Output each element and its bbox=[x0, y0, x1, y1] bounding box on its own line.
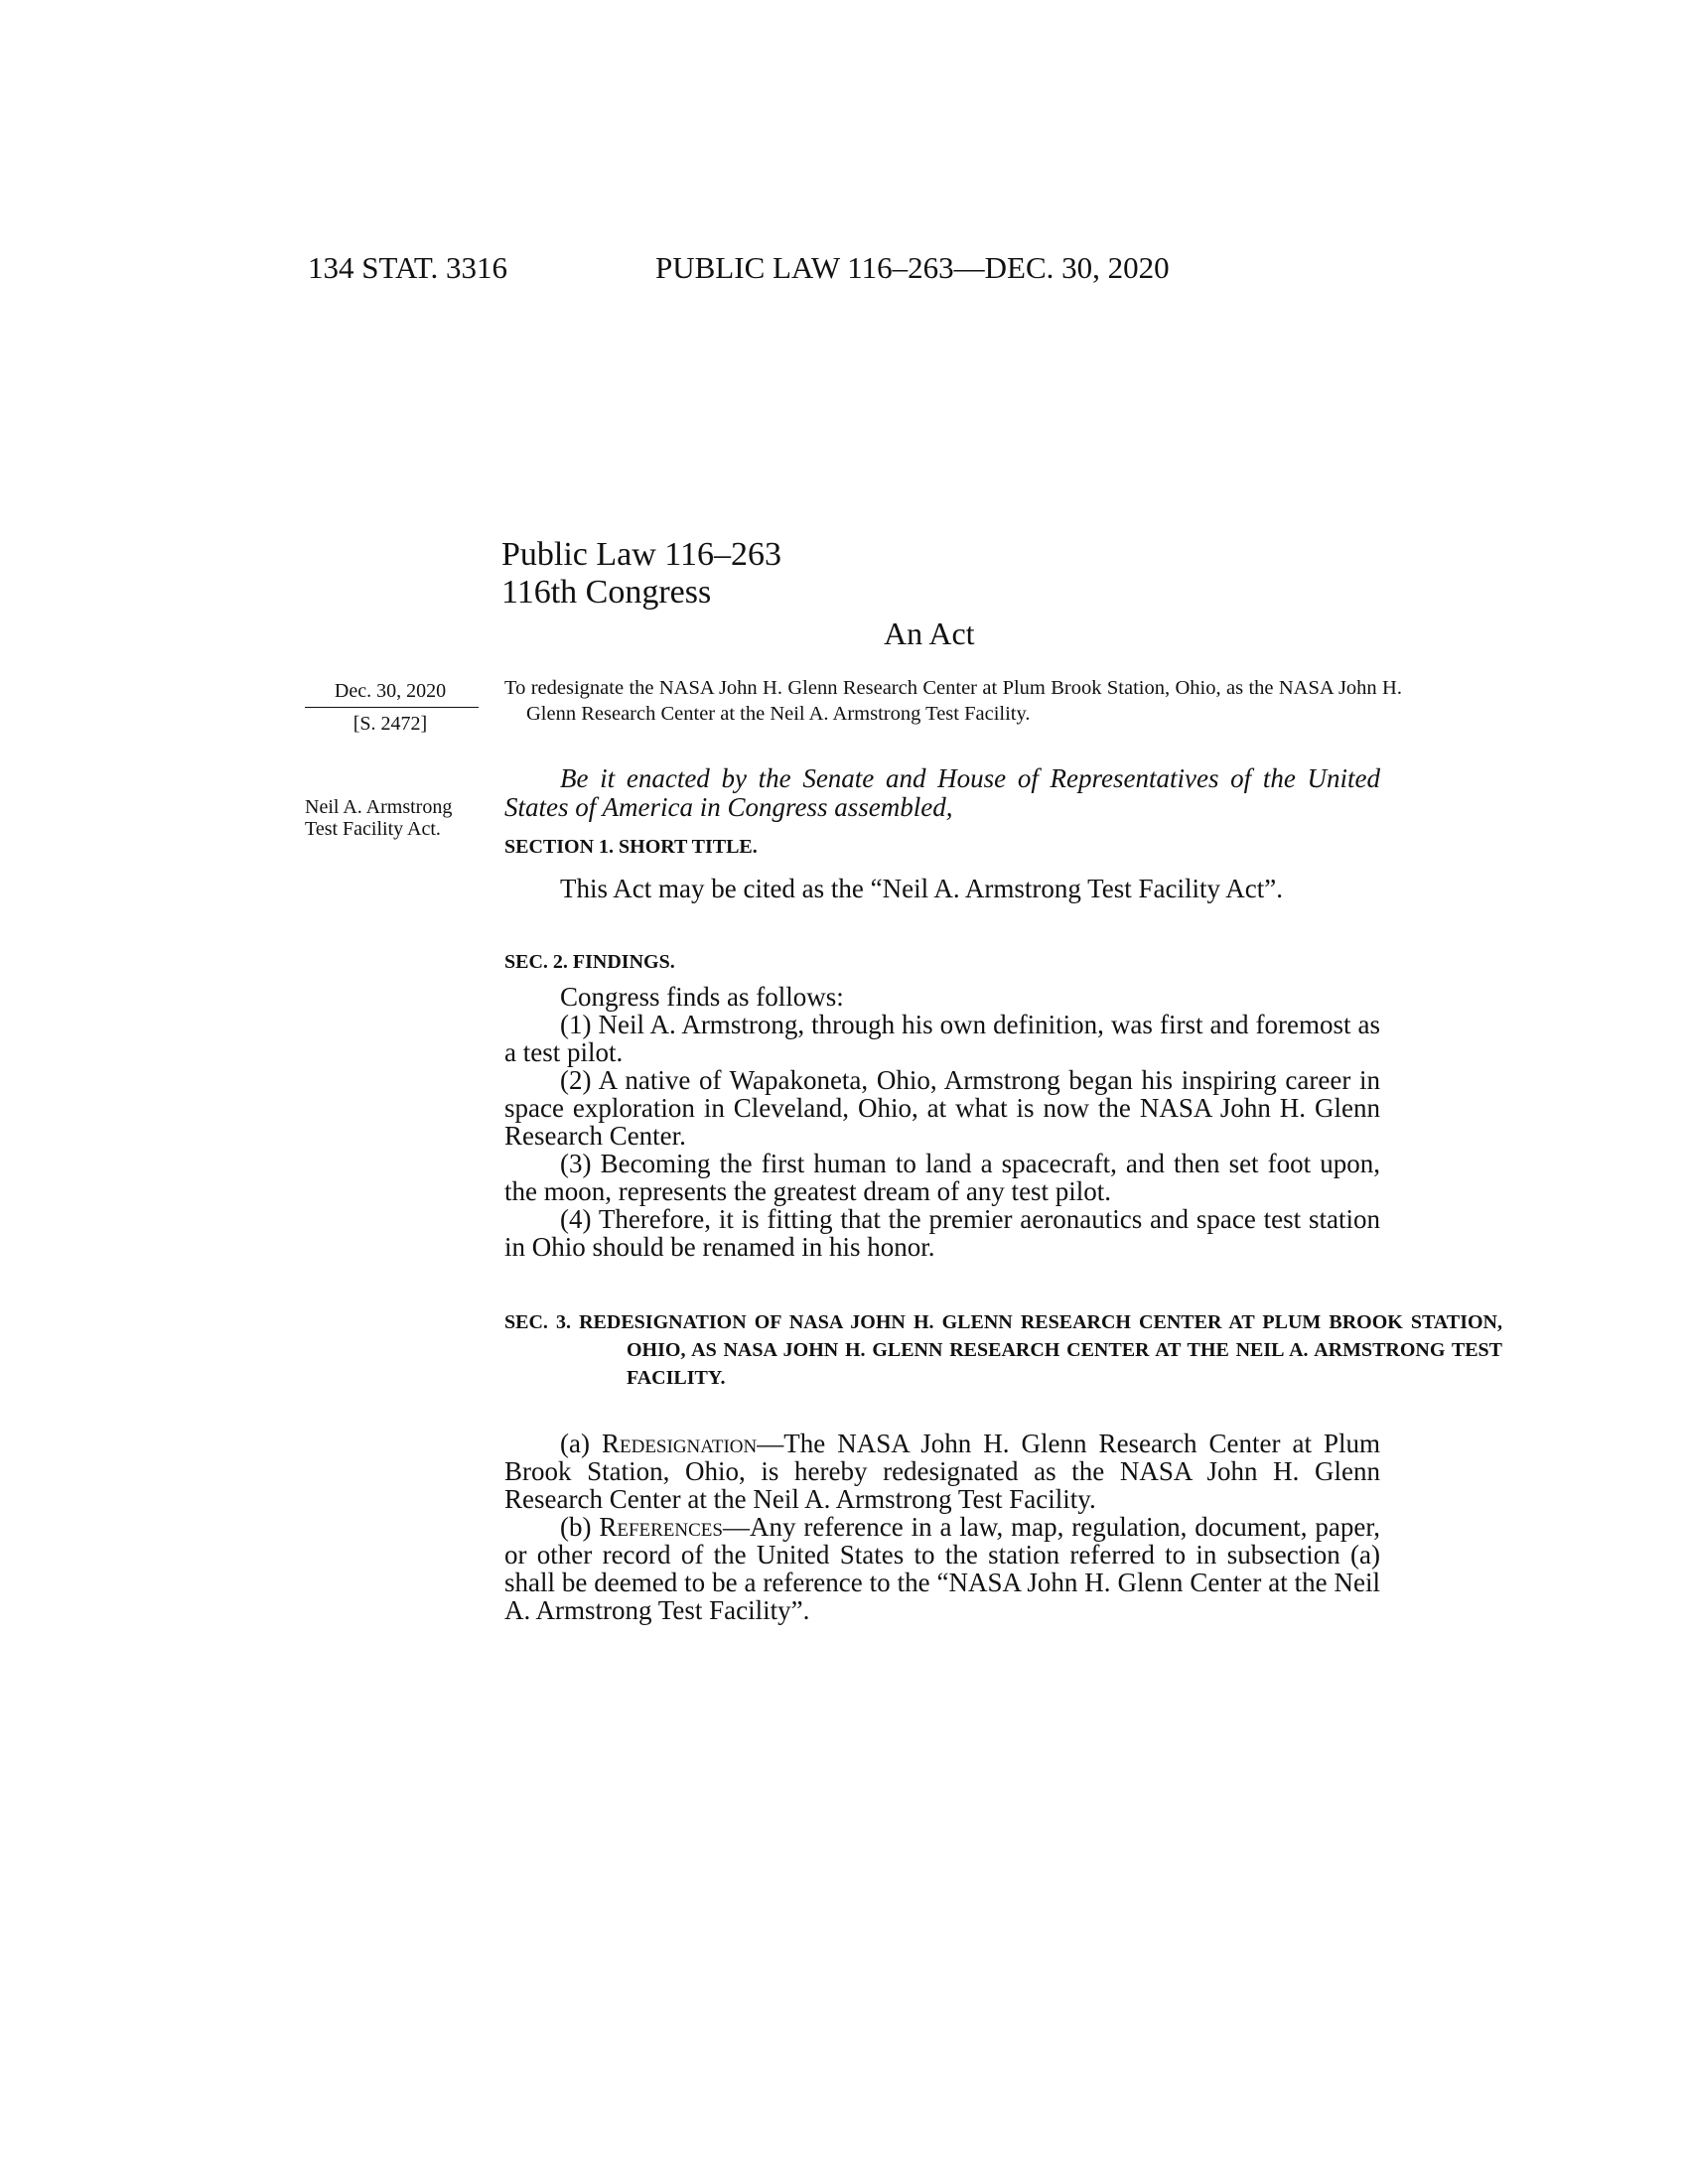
finding-item: (2) A native of Wapakoneta, Ohio, Armstrong began his inspiring career in space exploration in Cleveland, Ohio, at what is now the NASA John H. Glenn Research Center. bbox=[504, 1065, 1380, 1151]
subsection-a bbox=[504, 1430, 1380, 1513]
short-title-text: This Act may be cited as the “Neil A. Armstrong Test Facility Act”. bbox=[560, 874, 1283, 903]
law-number: Public Law 116–263 bbox=[501, 536, 782, 573]
subsection-label: (a) bbox=[560, 1429, 590, 1458]
finding-item: (1) Neil A. Armstrong, through his own definition, was first and foremost as a test pilot. bbox=[504, 1010, 1380, 1067]
subsection-label: (b) bbox=[560, 1512, 592, 1542]
subsection-caption: References bbox=[599, 1512, 723, 1542]
section-2-body bbox=[504, 983, 1380, 1261]
subsection-text: —The NASA John H. Glenn Research Center at Plum Brook Station, Ohio, is hereby redesignated as the NASA John H. Glenn Research Center at the Neil A. Armstrong Test Facility. bbox=[504, 1429, 1381, 1514]
subsection-text: —Any reference in a law, map, regulation, document, paper, or other record of the United States to the station referred to in subsection (a) shall be deemed to be a reference to the “NASA John H. Glenn Center at the Neil A. Armstrong Test Facility”. bbox=[504, 1512, 1381, 1625]
section-3-heading: SEC. 3. REDESIGNATION OF NASA JOHN H. GLENN RESEARCH CENTER AT PLUM BROOK STATION, OHIO, AS NASA JOHN H. GLENN RESEARCH CENTER AT THE NEIL A. ARMSTRONG TEST FACILITY. bbox=[504, 1311, 1502, 1389]
margin-date: Dec. 30, 2020 bbox=[334, 680, 447, 702]
margin-divider bbox=[305, 707, 479, 708]
running-title: PUBLIC LAW 116–263—DEC. 30, 2020 bbox=[655, 250, 1170, 285]
section-1-heading: SECTION 1. SHORT TITLE. bbox=[504, 836, 758, 858]
section-1-body bbox=[504, 875, 1380, 902]
section-2-heading: SEC. 2. FINDINGS. bbox=[504, 951, 675, 973]
stat-citation: 134 STAT. 3316 bbox=[308, 250, 508, 285]
act-label: An Act bbox=[884, 615, 975, 651]
section-3-body bbox=[504, 1430, 1380, 1624]
margin-short-title-note: Neil A. Armstrong Test Facility Act. bbox=[305, 796, 453, 840]
purpose-clause: To redesignate the NASA John H. Glenn Research Center at Plum Brook Station, Ohio, as the NASA John H. Glenn Research Center at the Neil A. Armstrong Test Facility. bbox=[504, 677, 1402, 725]
margin-bill-number: [S. 2472] bbox=[352, 713, 428, 735]
finding-item: (4) Therefore, it is fitting that the premier aeronautics and space test station in Ohio should be renamed in his honor. bbox=[504, 1204, 1380, 1262]
subsection-caption: Redesignation bbox=[601, 1429, 758, 1458]
findings-intro: Congress finds as follows: bbox=[560, 982, 844, 1012]
enacting-clause: Be it enacted by the Senate and House of Representatives of the United States of America in Congress assembled, bbox=[504, 763, 1380, 822]
finding-item: (3) Becoming the first human to land a spacecraft, and then set foot upon, the moon, represents the greatest dream of any test pilot. bbox=[504, 1149, 1380, 1206]
congress-label: 116th Congress bbox=[501, 574, 712, 611]
subsection-b bbox=[504, 1513, 1380, 1624]
